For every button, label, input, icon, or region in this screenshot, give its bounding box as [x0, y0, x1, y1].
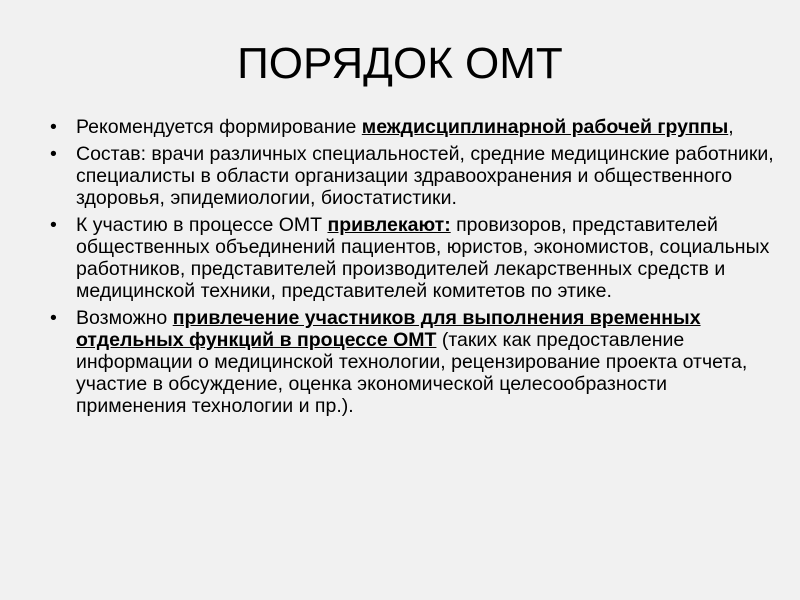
bullet-text: К участию в процессе ОМТ — [76, 214, 328, 236]
bullet-item-4 — [46, 307, 774, 417]
bullet-dot-icon: • — [50, 143, 57, 165]
bullet-text-end: , — [728, 116, 734, 138]
bullet-text: Состав: врачи различных специальностей, средние медицинские работники, специалисты в области организации здравоохранения и общественного здоровья, эпидемиологии, биостатистики. — [76, 143, 774, 209]
bullet-emphasis: привлечение участников для выполнения временных отдельных функций в процессе ОМТ — [76, 307, 701, 351]
bullet-item-1 — [46, 116, 774, 138]
bullet-text-end: провизоров, представителей общественных объединений пациентов, юристов, экономистов, социальных работников, представителей производителей лекарственных средств и медицинской техники, представителей комитетов по этике. — [76, 214, 770, 302]
bullet-list — [46, 116, 774, 422]
bullet-dot-icon: • — [50, 307, 57, 329]
bullet-dot-icon: • — [50, 214, 57, 236]
slide-title: ПОРЯДОК ОМТ — [237, 39, 563, 88]
bullet-emphasis: междисциплинарной рабочей группы — [361, 116, 729, 138]
bullet-emphasis: привлекают: — [327, 214, 451, 236]
bullet-item-3 — [46, 214, 774, 302]
bullet-text: Возможно — [76, 307, 173, 329]
bullet-text-end: (таких как предоставление информации о медицинской технологии, рецензирование проекта отчета, участие в обсуждение, оценка экономической целесообразности применения технологии и пр.). — [76, 329, 748, 417]
bullet-dot-icon: • — [50, 116, 57, 138]
bullet-item-2 — [46, 143, 774, 209]
bullet-text: Рекомендуется формирование — [76, 116, 362, 138]
